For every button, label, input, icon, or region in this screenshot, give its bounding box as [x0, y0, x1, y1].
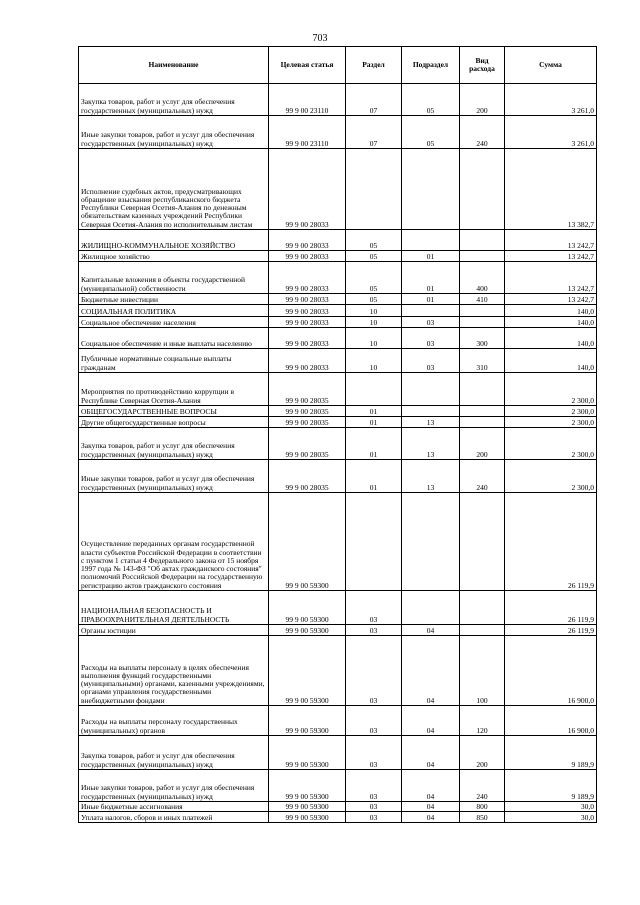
row-type: 200 [460, 428, 505, 460]
row-subsection: 04 [402, 812, 460, 823]
table-row [79, 625, 597, 636]
row-sum: 140,0 [505, 328, 597, 349]
table-row [79, 305, 597, 317]
row-sum: 26 119,9 [505, 493, 597, 591]
row-name: Иные бюджетные ассигнования [79, 802, 269, 812]
row-type: 100 [460, 636, 505, 706]
row-target: 99 9 00 28033 [269, 149, 346, 230]
row-subsection: 13 [402, 428, 460, 460]
row-section: 01 [346, 406, 402, 417]
row-sum: 140,0 [505, 305, 597, 317]
row-type [460, 149, 505, 230]
row-type: 200 [460, 84, 505, 116]
row-sum: 2 300,0 [505, 460, 597, 493]
row-section: 03 [346, 770, 402, 802]
row-name: Капитальные вложения в объекты государственной (муниципальной) собственности [79, 262, 269, 294]
table-row [79, 406, 597, 417]
row-target: 99 9 00 28033 [269, 294, 346, 305]
row-name: НАЦИОНАЛЬНАЯ БЕЗОПАСНОСТЬ И ПРАВООХРАНИТЕЛЬНАЯ ДЕЯТЕЛЬНОСТЬ [79, 591, 269, 625]
table-row [79, 262, 597, 294]
row-sum: 30,0 [505, 812, 597, 823]
table-row [79, 230, 597, 251]
row-sum: 2 300,0 [505, 373, 597, 406]
row-target: 99 9 00 59300 [269, 802, 346, 812]
row-subsection: 05 [402, 116, 460, 149]
row-section: 03 [346, 736, 402, 770]
row-subsection: 03 [402, 317, 460, 328]
row-subsection [402, 493, 460, 591]
row-target: 99 9 00 59300 [269, 812, 346, 823]
row-target: 99 9 00 28033 [269, 251, 346, 262]
row-subsection: 03 [402, 328, 460, 349]
row-sum: 30,0 [505, 802, 597, 812]
row-type [460, 493, 505, 591]
row-type: 240 [460, 770, 505, 802]
row-name: Жилищное хозяйство [79, 251, 269, 262]
row-type [460, 230, 505, 251]
table-row [79, 328, 597, 349]
row-subsection: 05 [402, 84, 460, 116]
header-section: Раздел [346, 47, 402, 84]
table-row [79, 84, 597, 116]
row-subsection: 04 [402, 706, 460, 736]
row-type: 800 [460, 802, 505, 812]
table-row [79, 417, 597, 428]
row-name: Закупка товаров, работ и услуг для обеспечения государственных (муниципальных) нужд [79, 428, 269, 460]
row-sum: 2 300,0 [505, 406, 597, 417]
row-target: 99 9 00 28035 [269, 428, 346, 460]
row-target: 99 9 00 28033 [269, 305, 346, 317]
row-name: Иные закупки товаров, работ и услуг для обеспечения государственных (муниципальных) нужд [79, 116, 269, 149]
table-row [79, 802, 597, 812]
row-section [346, 149, 402, 230]
row-target: 99 9 00 28035 [269, 373, 346, 406]
table-row [79, 428, 597, 460]
row-sum: 16 900,0 [505, 706, 597, 736]
row-target: 99 9 00 23110 [269, 84, 346, 116]
row-target: 99 9 00 59300 [269, 706, 346, 736]
table-row [79, 149, 597, 230]
table-row [79, 591, 597, 625]
header-target: Целевая статья [269, 47, 346, 84]
row-name: Социальное обеспечение населения [79, 317, 269, 328]
row-name: СОЦИАЛЬНАЯ ПОЛИТИКА [79, 305, 269, 317]
table-row [79, 812, 597, 823]
row-sum: 9 189,9 [505, 770, 597, 802]
row-name: Расходы на выплаты персоналу в целях обеспечения выполнения функций государственными (муниципальными) органами, казенными учреждениями, органами управления государственными внебюджетными фондами [79, 636, 269, 706]
row-sum: 13 242,7 [505, 251, 597, 262]
row-subsection: 04 [402, 625, 460, 636]
row-subsection: 13 [402, 460, 460, 493]
row-target: 99 9 00 59300 [269, 591, 346, 625]
row-section: 10 [346, 349, 402, 373]
row-type [460, 317, 505, 328]
row-section: 05 [346, 262, 402, 294]
table-header-row [79, 47, 597, 84]
table-row [79, 116, 597, 149]
row-name: Другие общегосударственные вопросы [79, 417, 269, 428]
row-section: 05 [346, 251, 402, 262]
row-section: 10 [346, 328, 402, 349]
row-subsection: 04 [402, 636, 460, 706]
row-sum: 13 242,7 [505, 294, 597, 305]
row-subsection: 01 [402, 294, 460, 305]
row-sum: 13 242,7 [505, 262, 597, 294]
row-name: Исполнение судебных актов, предусматривающих обращение взыскания республиканского бюджета Республики Северная Осетия-Алания по денежным обязательствам казенных учреждений Республики Северная Осетия-Алания по исполнительным листам [79, 149, 269, 230]
row-subsection [402, 149, 460, 230]
table-row [79, 706, 597, 736]
row-sum: 2 300,0 [505, 428, 597, 460]
row-subsection [402, 373, 460, 406]
row-subsection: 13 [402, 417, 460, 428]
row-name: Бюджетные инвестиции [79, 294, 269, 305]
row-sum: 2 300,0 [505, 417, 597, 428]
row-target: 99 9 00 28033 [269, 328, 346, 349]
table-row [79, 636, 597, 706]
table-row [79, 736, 597, 770]
row-sum: 13 242,7 [505, 230, 597, 251]
row-type: 400 [460, 262, 505, 294]
row-name: Осуществление переданных органам государственной власти субъектов Российской Федерации в соответствии с пунктом 1 статьи 4 Федерального закона от 15 ноября 1997 года № 143-ФЗ "Об актах гражданского состояния" полномочий Российской Федерации на государственную регистрацию актов гражданского состояния [79, 493, 269, 591]
row-type [460, 373, 505, 406]
row-type: 410 [460, 294, 505, 305]
row-section: 03 [346, 802, 402, 812]
row-type: 310 [460, 349, 505, 373]
row-target: 99 9 00 59300 [269, 636, 346, 706]
row-sum: 16 900,0 [505, 636, 597, 706]
table-row [79, 349, 597, 373]
row-name: Органы юстиции [79, 625, 269, 636]
row-section: 03 [346, 636, 402, 706]
row-target: 99 9 00 28035 [269, 460, 346, 493]
row-section: 03 [346, 706, 402, 736]
row-section: 03 [346, 812, 402, 823]
row-name: Уплата налогов, сборов и иных платежей [79, 812, 269, 823]
row-target: 99 9 00 28033 [269, 317, 346, 328]
row-sum: 3 261,0 [505, 116, 597, 149]
row-target: 99 9 00 28033 [269, 230, 346, 251]
row-type [460, 251, 505, 262]
row-section: 07 [346, 116, 402, 149]
row-section: 05 [346, 294, 402, 305]
row-name: Социальное обеспечение и иные выплаты населению [79, 328, 269, 349]
row-section [346, 493, 402, 591]
row-sum: 26 119,9 [505, 625, 597, 636]
table-row [79, 251, 597, 262]
row-type: 120 [460, 706, 505, 736]
row-section: 01 [346, 460, 402, 493]
row-target: 99 9 00 28033 [269, 349, 346, 373]
table-row [79, 294, 597, 305]
row-type [460, 625, 505, 636]
row-sum: 26 119,9 [505, 591, 597, 625]
row-subsection: 01 [402, 251, 460, 262]
header-subsection: Подраздел [402, 47, 460, 84]
row-target: 99 9 00 28035 [269, 417, 346, 428]
row-name: Мероприятия по противодействию коррупции в Республике Северная Осетия-Алания [79, 373, 269, 406]
row-type: 850 [460, 812, 505, 823]
row-sum: 3 261,0 [505, 84, 597, 116]
row-name: Публичные нормативные социальные выплаты гражданам [79, 349, 269, 373]
table-row [79, 770, 597, 802]
row-section: 01 [346, 417, 402, 428]
row-type: 200 [460, 736, 505, 770]
row-subsection: 04 [402, 802, 460, 812]
row-subsection [402, 406, 460, 417]
row-type [460, 591, 505, 625]
row-target: 99 9 00 59300 [269, 493, 346, 591]
table-row [79, 493, 597, 591]
row-section: 10 [346, 305, 402, 317]
table-row [79, 460, 597, 493]
row-target: 99 9 00 59300 [269, 736, 346, 770]
row-subsection [402, 305, 460, 317]
row-section: 01 [346, 428, 402, 460]
header-expense-type: Вид расхода [460, 47, 505, 84]
row-sum: 13 382,7 [505, 149, 597, 230]
row-subsection [402, 591, 460, 625]
row-type [460, 406, 505, 417]
row-type [460, 305, 505, 317]
row-type: 300 [460, 328, 505, 349]
row-type: 240 [460, 116, 505, 149]
row-target: 99 9 00 23110 [269, 116, 346, 149]
header-sum: Сумма [505, 47, 597, 84]
row-subsection: 04 [402, 736, 460, 770]
row-section [346, 373, 402, 406]
row-name: Иные закупки товаров, работ и услуг для обеспечения государственных (муниципальных) нужд [79, 770, 269, 802]
row-section: 10 [346, 317, 402, 328]
row-name: Расходы на выплаты персоналу государственных (муниципальных) органов [79, 706, 269, 736]
page-number: 703 [312, 33, 328, 44]
row-name: ОБЩЕГОСУДАРСТВЕННЫЕ ВОПРОСЫ [79, 406, 269, 417]
row-type [460, 417, 505, 428]
row-section: 07 [346, 84, 402, 116]
table-row [79, 317, 597, 328]
row-subsection: 01 [402, 262, 460, 294]
row-type: 240 [460, 460, 505, 493]
table-row [79, 373, 597, 406]
header-name: Наименование [79, 47, 269, 84]
row-subsection [402, 230, 460, 251]
row-name: ЖИЛИЩНО-КОММУНАЛЬНОЕ ХОЗЯЙСТВО [79, 230, 269, 251]
row-subsection: 04 [402, 770, 460, 802]
row-name: Закупка товаров, работ и услуг для обеспечения государственных (муниципальных) нужд [79, 84, 269, 116]
row-section: 03 [346, 591, 402, 625]
row-target: 99 9 00 28035 [269, 406, 346, 417]
row-section: 03 [346, 625, 402, 636]
row-subsection: 03 [402, 349, 460, 373]
budget-table [78, 46, 597, 823]
row-sum: 9 189,9 [505, 736, 597, 770]
row-name: Иные закупки товаров, работ и услуг для обеспечения государственных (муниципальных) нужд [79, 460, 269, 493]
row-section: 05 [346, 230, 402, 251]
row-sum: 140,0 [505, 349, 597, 373]
row-target: 99 9 00 59300 [269, 770, 346, 802]
row-target: 99 9 00 59300 [269, 625, 346, 636]
row-name: Закупка товаров, работ и услуг для обеспечения государственных (муниципальных) нужд [79, 736, 269, 770]
row-target: 99 9 00 28033 [269, 262, 346, 294]
row-sum: 140,0 [505, 317, 597, 328]
